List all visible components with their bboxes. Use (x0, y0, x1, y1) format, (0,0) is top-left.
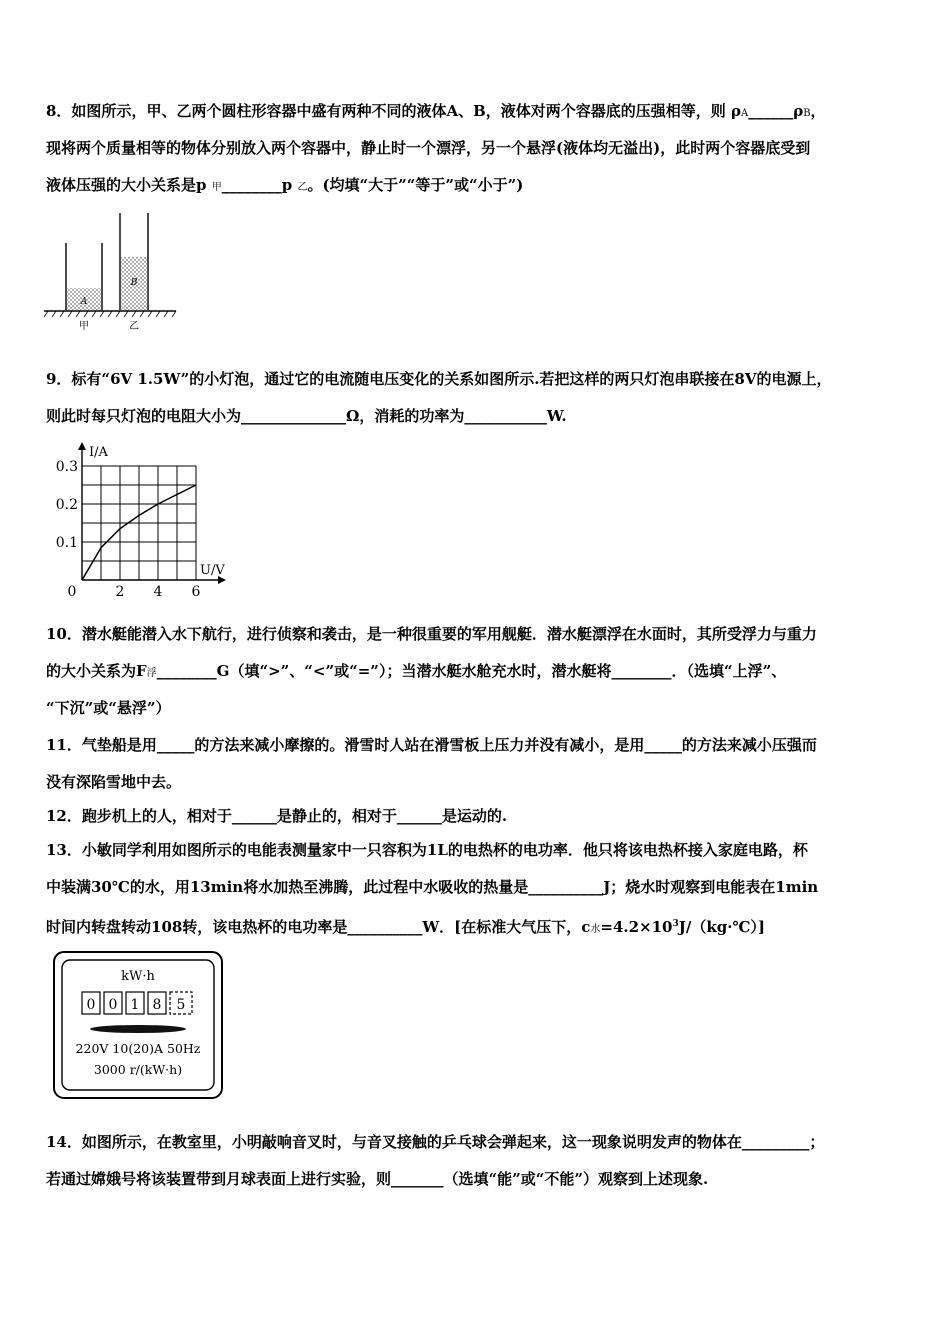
q12-line-1: 12．跑步机上的人，相对于______是静止的，相对于______是运动的. (46, 807, 508, 825)
question-11 (46, 727, 916, 801)
y-axis-arrow (78, 442, 86, 450)
meter-unit: kW·h (121, 969, 155, 984)
meter-disc (90, 1025, 186, 1033)
label-b: B (130, 278, 138, 288)
label-yi: 乙 (129, 321, 139, 332)
question-9 (46, 361, 916, 435)
q10-line-1: 10．潜水艇能潜入水下航行，进行侦察和袭击，是一种很重要的军用舰艇．潜水艇漂浮在水面时，其所受浮力与重力 (46, 625, 817, 643)
meter-spec: 220V 10(20)A 50Hz (75, 1041, 201, 1056)
containers-figure (44, 205, 184, 335)
question-14 (46, 1124, 916, 1198)
meter-digit-3: 1 (130, 997, 140, 1013)
label-jia: 甲 (79, 321, 89, 332)
q9-line-1: 9．标有“6V 1.5W”的小灯泡，通过它的电流随电压变化的关系如图所示.若把这样的两只灯泡串联接在8V的电源上， (46, 370, 832, 388)
q8-line-1: 8．如图所示，甲、乙两个圆柱形容器中盛有两种不同的液体A、B，液体对两个容器底的压强相等，则 ρA______ρB， (46, 102, 826, 120)
meter-digit-2: 0 (108, 997, 118, 1013)
q14-line-2: 若通过嫦娥号将该装置带到月球表面上进行实验，则_______（选填“能”或“不能”）观察到上述现象. (46, 1170, 709, 1188)
question-13 (46, 832, 916, 943)
y-tick-label: 0.2 (55, 497, 78, 513)
label-a: A (80, 297, 88, 307)
x-tick-label: 0 (67, 584, 77, 598)
meter-digit-1: 0 (86, 997, 96, 1013)
q9-line-2: 则此时每只灯泡的电阻大小为______________Ω，消耗的功率为___________W. (46, 407, 567, 425)
question-8 (46, 93, 916, 204)
q13-line-2: 中装满30℃的水，用13min将水加热至沸腾，此过程中水吸收的热量是__________J；烧水时观察到电能表在1min (46, 878, 819, 896)
meter-digit-4: 8 (152, 997, 162, 1013)
iu-chart (46, 438, 236, 598)
q13-line-3: 时间内转盘转动108转，该电热杯的电功率是__________W．[在标准大气压下，c水$=4.2\times 10^3J/(kg\cdot℃)$] (46, 918, 766, 936)
q10-line-2: 的大小关系为F浮________G（填“>”、“<”或“=”）；当潜水艇水舱充水时，潜水艇将________．（选填“上浮”、 (46, 662, 787, 680)
x-axis-label: U/V (200, 563, 225, 578)
y-tick-label: 0.1 (55, 535, 78, 551)
electric-meter (52, 950, 224, 1100)
q14-line-1: 14．如图所示，在教室里，小明敲响音叉时，与音叉接触的乒乓球会弹起来，这一现象说明发声的物体在_________； (46, 1133, 825, 1151)
q11-line-1: 11．气垫船是用_____的方法来减小摩擦的。滑雪时人站在滑雪板上压力并没有减小，是用_____的方法来减小压强而 (46, 736, 817, 754)
q8-line-2: 现将两个质量相等的物体分别放入两个容器中，静止时一个漂浮，另一个悬浮(液体均无溢出)，此时两个容器底受到 (46, 139, 811, 157)
x-tick-label: 6 (191, 584, 201, 598)
y-tick-label: 0.3 (55, 459, 78, 475)
meter-digit-5: 5 (176, 997, 186, 1013)
question-10 (46, 616, 916, 727)
y-axis-label: I/A (89, 445, 108, 460)
q10-line-3: “下沉”或“悬浮”） (46, 699, 171, 717)
meter-rate: 3000 r/(kW·h) (93, 1062, 183, 1077)
x-tick-label: 4 (153, 584, 163, 598)
q13-line-1: 13．小敏同学利用如图所示的电能表测量家中一只容积为1L的电热杯的电功率．他只将该电热杯接入家庭电路，杯 (46, 841, 808, 859)
question-12 (46, 798, 916, 835)
q11-line-2: 没有深陷雪地中去。 (46, 773, 182, 791)
meter-digits (82, 992, 192, 1014)
q8-line-3: 液体压强的大小关系是p 甲________p 乙。(均填“大于”“等于”或“小于”) (46, 176, 524, 194)
x-tick-label: 2 (115, 584, 125, 598)
